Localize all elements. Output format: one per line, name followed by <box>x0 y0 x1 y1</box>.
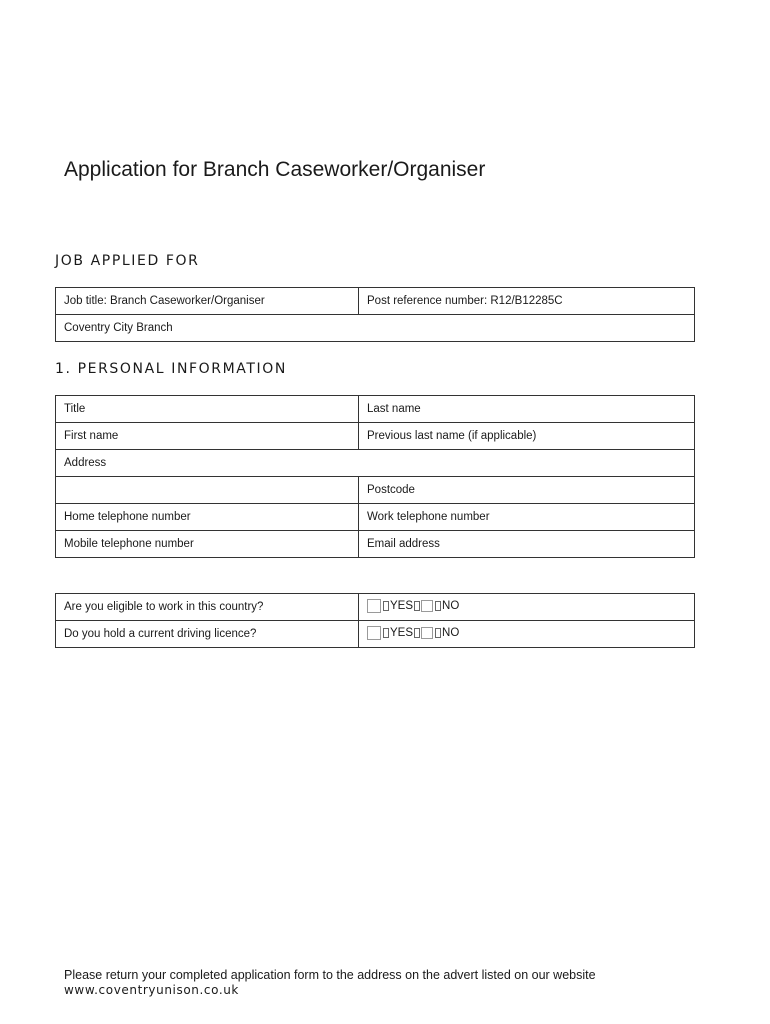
licence-yes-checkbox[interactable] <box>367 626 381 640</box>
eligible-to-work-question: Are you eligible to work in this country? <box>56 594 359 621</box>
branch-field[interactable]: Coventry City Branch <box>56 315 695 342</box>
placeholder-glyph-icon <box>414 628 420 638</box>
eligible-no-checkbox[interactable] <box>421 600 433 612</box>
no-label: NO <box>442 599 460 612</box>
placeholder-glyph-icon <box>383 601 389 611</box>
job-title-field[interactable]: Job title: Branch Caseworker/Organiser <box>56 288 359 315</box>
title-field[interactable]: Title <box>56 396 359 423</box>
footer <box>64 968 596 998</box>
placeholder-glyph-icon <box>435 628 441 638</box>
placeholder-glyph-icon <box>383 628 389 638</box>
table-row <box>56 621 695 648</box>
personal-info-table <box>55 395 695 558</box>
table-row <box>56 594 695 621</box>
email-field[interactable]: Email address <box>359 531 695 558</box>
section-heading-job-applied: JOB APPLIED FOR <box>55 253 200 269</box>
eligibility-table <box>55 593 695 648</box>
section-heading-personal-info: 1. PERSONAL INFORMATION <box>55 361 287 377</box>
eligible-to-work-options <box>359 594 695 621</box>
placeholder-glyph-icon <box>435 601 441 611</box>
home-telephone-field[interactable]: Home telephone number <box>56 504 359 531</box>
yes-label: YES <box>390 599 414 612</box>
first-name-field[interactable]: First name <box>56 423 359 450</box>
licence-no-checkbox[interactable] <box>421 627 433 639</box>
work-telephone-field[interactable]: Work telephone number <box>359 504 695 531</box>
table-row <box>56 288 695 315</box>
driving-licence-question: Do you hold a current driving licence? <box>56 621 359 648</box>
mobile-telephone-field[interactable]: Mobile telephone number <box>56 531 359 558</box>
address-continuation-field[interactable] <box>56 477 359 504</box>
document-title: Application for Branch Caseworker/Organiser <box>64 158 486 181</box>
previous-last-name-field[interactable]: Previous last name (if applicable) <box>359 423 695 450</box>
table-row <box>56 423 695 450</box>
address-field[interactable]: Address <box>56 450 695 477</box>
eligible-yes-checkbox[interactable] <box>367 599 381 613</box>
postcode-field[interactable]: Postcode <box>359 477 695 504</box>
footer-instruction: Please return your completed application form to the address on the advert listed on our website <box>64 968 596 982</box>
table-row <box>56 396 695 423</box>
post-reference-field[interactable]: Post reference number: R12/B12285C <box>359 288 695 315</box>
yes-label: YES <box>390 626 414 639</box>
driving-licence-options <box>359 621 695 648</box>
footer-website-link[interactable]: www.coventryunison.co.uk <box>64 983 239 997</box>
no-label: NO <box>442 626 460 639</box>
job-applied-table <box>55 287 695 342</box>
table-row <box>56 477 695 504</box>
table-row <box>56 504 695 531</box>
placeholder-glyph-icon <box>414 601 420 611</box>
table-row <box>56 315 695 342</box>
last-name-field[interactable]: Last name <box>359 396 695 423</box>
table-row <box>56 531 695 558</box>
table-row <box>56 450 695 477</box>
